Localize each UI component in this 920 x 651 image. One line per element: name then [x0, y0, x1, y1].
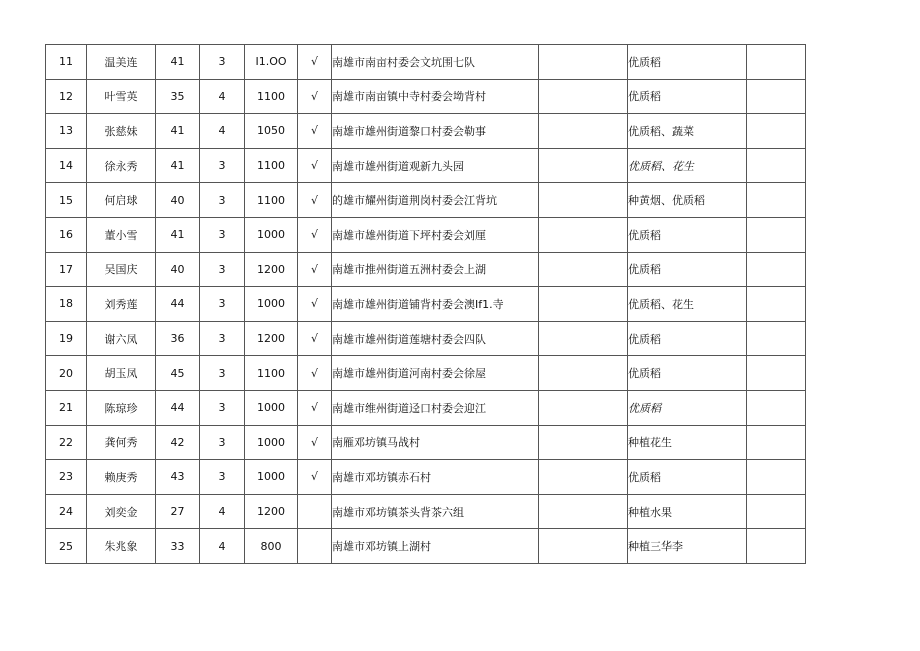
empty-cell: [747, 183, 806, 218]
address-cell: 南雄市雄州街道铺背村委会澳If1.寺: [332, 287, 539, 322]
check-mark-cell: √: [298, 114, 332, 149]
empty-cell: [539, 79, 628, 114]
age-cell: 33: [156, 529, 200, 564]
age-cell: 44: [156, 390, 200, 425]
table-row: [46, 287, 806, 322]
table-row: [46, 494, 806, 529]
row-number-cell: 24: [46, 494, 87, 529]
amount-cell: 1100: [245, 183, 298, 218]
name-cell: 朱兆象: [87, 529, 156, 564]
row-number-cell: 23: [46, 460, 87, 495]
address-cell: 的雄市耀州街道荆岗村委会江背坑: [332, 183, 539, 218]
empty-cell: [747, 321, 806, 356]
age-cell: 42: [156, 425, 200, 460]
empty-cell: [539, 114, 628, 149]
amount-cell: 1100: [245, 148, 298, 183]
address-cell: 南雄市南亩村委会文坑围七队: [332, 45, 539, 80]
amount-cell: 1200: [245, 252, 298, 287]
amount-cell: 1050: [245, 114, 298, 149]
check-mark-cell: √: [298, 183, 332, 218]
empty-cell: [539, 321, 628, 356]
address-cell: 南雁邓坊镇马战村: [332, 425, 539, 460]
empty-cell: [747, 217, 806, 252]
crop-cell: 优质稻、花生: [628, 287, 747, 322]
address-cell: 南雄市南亩镇中寺村委会坳背村: [332, 79, 539, 114]
amount-cell: 1100: [245, 356, 298, 391]
amount-cell: 1200: [245, 494, 298, 529]
name-cell: 刘秀莲: [87, 287, 156, 322]
household-count-cell: 4: [200, 494, 245, 529]
check-mark-cell: √: [298, 148, 332, 183]
row-number-cell: 17: [46, 252, 87, 287]
row-number-cell: 18: [46, 287, 87, 322]
name-cell: 董小雪: [87, 217, 156, 252]
empty-cell: [747, 114, 806, 149]
age-cell: 45: [156, 356, 200, 391]
name-cell: 刘奕金: [87, 494, 156, 529]
empty-cell: [747, 494, 806, 529]
crop-cell: 优质稻: [628, 252, 747, 287]
empty-cell: [747, 390, 806, 425]
address-cell: 南雄市邓坊镇上湖村: [332, 529, 539, 564]
empty-cell: [539, 45, 628, 80]
age-cell: 41: [156, 114, 200, 149]
row-number-cell: 19: [46, 321, 87, 356]
empty-cell: [539, 494, 628, 529]
amount-cell: 1000: [245, 217, 298, 252]
age-cell: 27: [156, 494, 200, 529]
check-mark-cell: √: [298, 217, 332, 252]
age-cell: 35: [156, 79, 200, 114]
table-row: [46, 390, 806, 425]
empty-cell: [747, 79, 806, 114]
check-mark-cell: √: [298, 321, 332, 356]
check-mark-cell: [298, 494, 332, 529]
check-mark-cell: √: [298, 252, 332, 287]
check-mark-cell: √: [298, 79, 332, 114]
crop-cell: 优质稻: [628, 390, 747, 425]
table-row: [46, 425, 806, 460]
empty-cell: [747, 148, 806, 183]
age-cell: 40: [156, 183, 200, 218]
household-count-cell: 3: [200, 356, 245, 391]
table-body: [46, 45, 806, 564]
row-number-cell: 11: [46, 45, 87, 80]
empty-cell: [539, 529, 628, 564]
empty-cell: [539, 287, 628, 322]
crop-cell: 优质稻、花生: [628, 148, 747, 183]
name-cell: 叶雪英: [87, 79, 156, 114]
table-row: [46, 79, 806, 114]
row-number-cell: 14: [46, 148, 87, 183]
table-row: [46, 321, 806, 356]
table-row: [46, 217, 806, 252]
address-cell: 南雄市雄州街道下坪村委会刘厘: [332, 217, 539, 252]
address-cell: 南雄市邓坊镇茶头背茶六组: [332, 494, 539, 529]
empty-cell: [539, 425, 628, 460]
table-row: [46, 148, 806, 183]
empty-cell: [539, 356, 628, 391]
household-count-cell: 3: [200, 148, 245, 183]
household-count-cell: 3: [200, 217, 245, 252]
empty-cell: [747, 425, 806, 460]
crop-cell: 优质稻、蔬菜: [628, 114, 747, 149]
address-cell: 南雄市维州街道迳口村委会迎江: [332, 390, 539, 425]
name-cell: 吴国庆: [87, 252, 156, 287]
amount-cell: 1100: [245, 79, 298, 114]
check-mark-cell: √: [298, 356, 332, 391]
crop-cell: 种植三华李: [628, 529, 747, 564]
table-row: [46, 460, 806, 495]
row-number-cell: 25: [46, 529, 87, 564]
check-mark-cell: √: [298, 287, 332, 322]
amount-cell: 1000: [245, 287, 298, 322]
amount-cell: 1200: [245, 321, 298, 356]
household-count-cell: 4: [200, 529, 245, 564]
row-number-cell: 21: [46, 390, 87, 425]
row-number-cell: 15: [46, 183, 87, 218]
crop-cell: 优质稻: [628, 45, 747, 80]
age-cell: 43: [156, 460, 200, 495]
household-count-cell: 4: [200, 79, 245, 114]
data-table: [45, 44, 806, 564]
name-cell: 张慈妹: [87, 114, 156, 149]
crop-cell: 优质稻: [628, 79, 747, 114]
empty-cell: [747, 460, 806, 495]
row-number-cell: 22: [46, 425, 87, 460]
amount-cell: 1000: [245, 425, 298, 460]
row-number-cell: 16: [46, 217, 87, 252]
empty-cell: [747, 287, 806, 322]
empty-cell: [747, 529, 806, 564]
crop-cell: 优质稻: [628, 460, 747, 495]
name-cell: 谢六凤: [87, 321, 156, 356]
age-cell: 41: [156, 45, 200, 80]
name-cell: 胡玉凤: [87, 356, 156, 391]
amount-cell: 1000: [245, 390, 298, 425]
name-cell: 温美连: [87, 45, 156, 80]
age-cell: 41: [156, 148, 200, 183]
address-cell: 南雄市雄州街道观新九头园: [332, 148, 539, 183]
name-cell: 赖庚秀: [87, 460, 156, 495]
crop-cell: 种植水果: [628, 494, 747, 529]
empty-cell: [539, 217, 628, 252]
name-cell: 陈琼珍: [87, 390, 156, 425]
table-row: [46, 45, 806, 80]
age-cell: 40: [156, 252, 200, 287]
address-cell: 南雄市雄州街道莲塘村委会四队: [332, 321, 539, 356]
row-number-cell: 20: [46, 356, 87, 391]
household-count-cell: 3: [200, 321, 245, 356]
crop-cell: 优质稻: [628, 321, 747, 356]
household-count-cell: 3: [200, 252, 245, 287]
crop-cell: 优质稻: [628, 356, 747, 391]
name-cell: 何启球: [87, 183, 156, 218]
table-row: [46, 183, 806, 218]
check-mark-cell: √: [298, 45, 332, 80]
crop-cell: 种植花生: [628, 425, 747, 460]
household-count-cell: 3: [200, 183, 245, 218]
empty-cell: [747, 45, 806, 80]
age-cell: 44: [156, 287, 200, 322]
table-row: [46, 114, 806, 149]
household-count-cell: 3: [200, 45, 245, 80]
crop-cell: 种黄烟、优质稻: [628, 183, 747, 218]
check-mark-cell: [298, 529, 332, 564]
age-cell: 36: [156, 321, 200, 356]
household-count-cell: 3: [200, 460, 245, 495]
table-row: [46, 529, 806, 564]
household-count-cell: 3: [200, 287, 245, 322]
table-row: [46, 252, 806, 287]
amount-cell: I1.OO: [245, 45, 298, 80]
crop-cell: 优质稻: [628, 217, 747, 252]
address-cell: 南雄市雄州街道黎口村委会勒事: [332, 114, 539, 149]
address-cell: 南雄市邓坊镇赤石村: [332, 460, 539, 495]
empty-cell: [539, 148, 628, 183]
age-cell: 41: [156, 217, 200, 252]
check-mark-cell: √: [298, 390, 332, 425]
household-count-cell: 3: [200, 390, 245, 425]
empty-cell: [539, 460, 628, 495]
amount-cell: 1000: [245, 460, 298, 495]
row-number-cell: 13: [46, 114, 87, 149]
table-row: [46, 356, 806, 391]
address-cell: 南雄市推州街道五洲村委会上湖: [332, 252, 539, 287]
name-cell: 龚何秀: [87, 425, 156, 460]
check-mark-cell: √: [298, 425, 332, 460]
amount-cell: 800: [245, 529, 298, 564]
check-mark-cell: √: [298, 460, 332, 495]
empty-cell: [747, 252, 806, 287]
name-cell: 徐永秀: [87, 148, 156, 183]
empty-cell: [539, 183, 628, 218]
household-count-cell: 3: [200, 425, 245, 460]
address-cell: 南雄市雄州街道河南村委会徐屋: [332, 356, 539, 391]
empty-cell: [539, 252, 628, 287]
empty-cell: [747, 356, 806, 391]
household-count-cell: 4: [200, 114, 245, 149]
empty-cell: [539, 390, 628, 425]
row-number-cell: 12: [46, 79, 87, 114]
